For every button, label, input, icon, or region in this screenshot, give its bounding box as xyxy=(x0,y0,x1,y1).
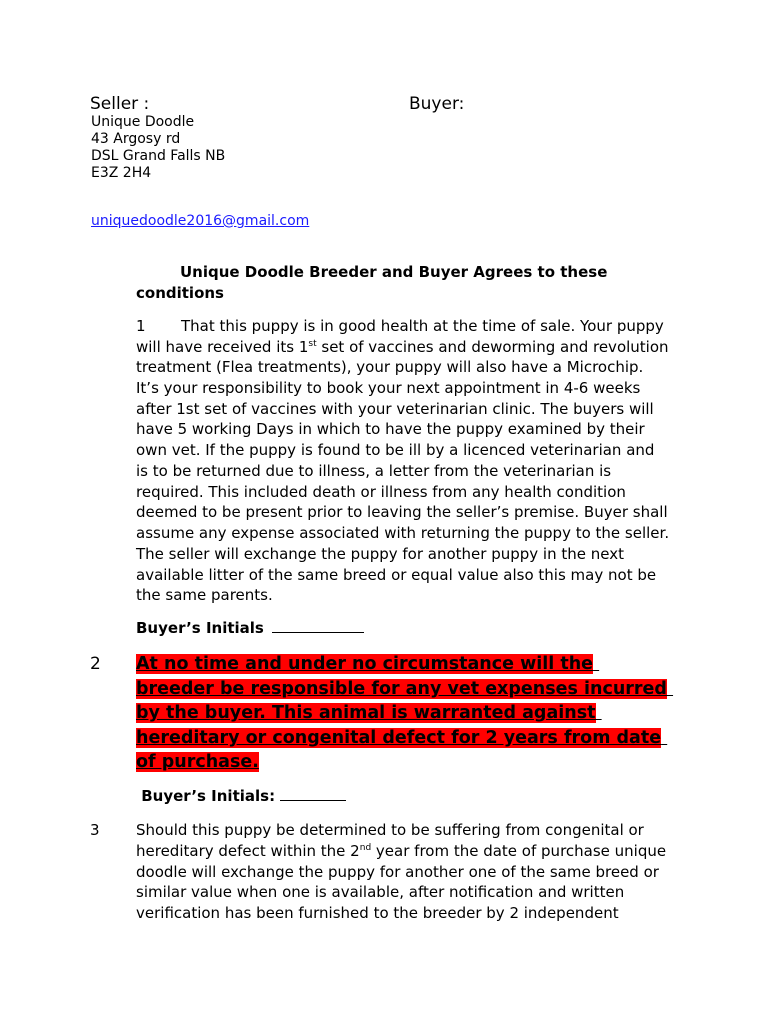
clause-3-line: similar value when one is available, after notification and written xyxy=(136,883,625,901)
clause-2-number: 2 xyxy=(90,654,101,674)
buyer-initials-label: Buyer’s Initials xyxy=(136,619,264,637)
clause-1-line: have 5 working Days in which to have the puppy examined by their xyxy=(136,420,645,438)
buyer-initials-label: Buyer’s Initials: xyxy=(136,787,281,805)
clause-1-line: assume any expense associated with returning the puppy to the seller. xyxy=(136,524,670,542)
document-title-line2: conditions xyxy=(136,284,224,302)
buyer-label: Buyer: xyxy=(409,94,465,114)
clause-3-number: 3 xyxy=(90,821,100,839)
clause-1-line: will have received its 1st set of vaccines and deworming and revolution xyxy=(136,338,669,356)
clause-1-number: 1 xyxy=(136,317,146,335)
clause-3-line: hereditary defect within the 2nd year from the date of purchase unique xyxy=(136,842,667,860)
clause-2-line: of purchase. xyxy=(136,752,259,772)
clause-1-line: after 1st set of vaccines with your veterinarian clinic. The buyers will xyxy=(136,400,654,418)
clause-1-line: own vet. If the puppy is found to be ill by a licenced veterinarian and xyxy=(136,441,655,459)
buyer-initials-1 xyxy=(136,619,364,637)
clause-2-line: hereditary or congenital defect for 2 years from date xyxy=(136,728,662,748)
clause-1-line: deemed to be present prior to leaving the seller’s premise. Buyer shall xyxy=(136,503,668,521)
buyer-initials-blank[interactable] xyxy=(280,799,346,801)
seller-name: Unique Doodle xyxy=(91,114,195,130)
seller-label: Seller : xyxy=(90,94,150,114)
clause-3-line: verification has been furnished to the breeder by 2 independent xyxy=(136,904,619,922)
clause-1-line: treatment (Flea treatments), your puppy will also have a Microchip. xyxy=(136,358,644,376)
clause-1-line: the same parents. xyxy=(136,586,273,604)
clause-2-line: breeder be responsible for any vet expenses incurred xyxy=(136,679,667,699)
clause-1-line: available litter of the same breed or equal value also this may not be xyxy=(136,566,657,584)
clause-3-line: Should this puppy be determined to be suffering from congenital or xyxy=(136,821,644,839)
buyer-initials-2 xyxy=(136,787,346,805)
seller-postal: E3Z 2H4 xyxy=(91,165,152,181)
document-title-line1: Unique Doodle Breeder and Buyer Agrees to these xyxy=(180,263,608,281)
clause-1-line: The seller will exchange the puppy for another puppy in the next xyxy=(136,545,624,563)
clause-3-line: doodle will exchange the puppy for another one of the same breed or xyxy=(136,863,659,881)
clause-1-line: That this puppy is in good health at the time of sale. Your puppy xyxy=(181,317,664,335)
seller-street: 43 Argosy rd xyxy=(91,131,181,147)
seller-city: DSL Grand Falls NB xyxy=(91,148,226,164)
clause-2-line: At no time and under no circumstance will the xyxy=(136,654,594,674)
clause-1-line: required. This included death or illness from any health condition xyxy=(136,483,626,501)
clause-2-line: by the buyer. This animal is warranted against xyxy=(136,703,596,723)
buyer-initials-blank[interactable] xyxy=(272,631,364,633)
seller-email-link[interactable]: uniquedoodle2016@gmail.com xyxy=(91,213,310,229)
clause-1-line: is to be returned due to illness, a letter from the veterinarian is xyxy=(136,462,612,480)
clause-1-line: It’s your responsibility to book your next appointment in 4-6 weeks xyxy=(136,379,641,397)
